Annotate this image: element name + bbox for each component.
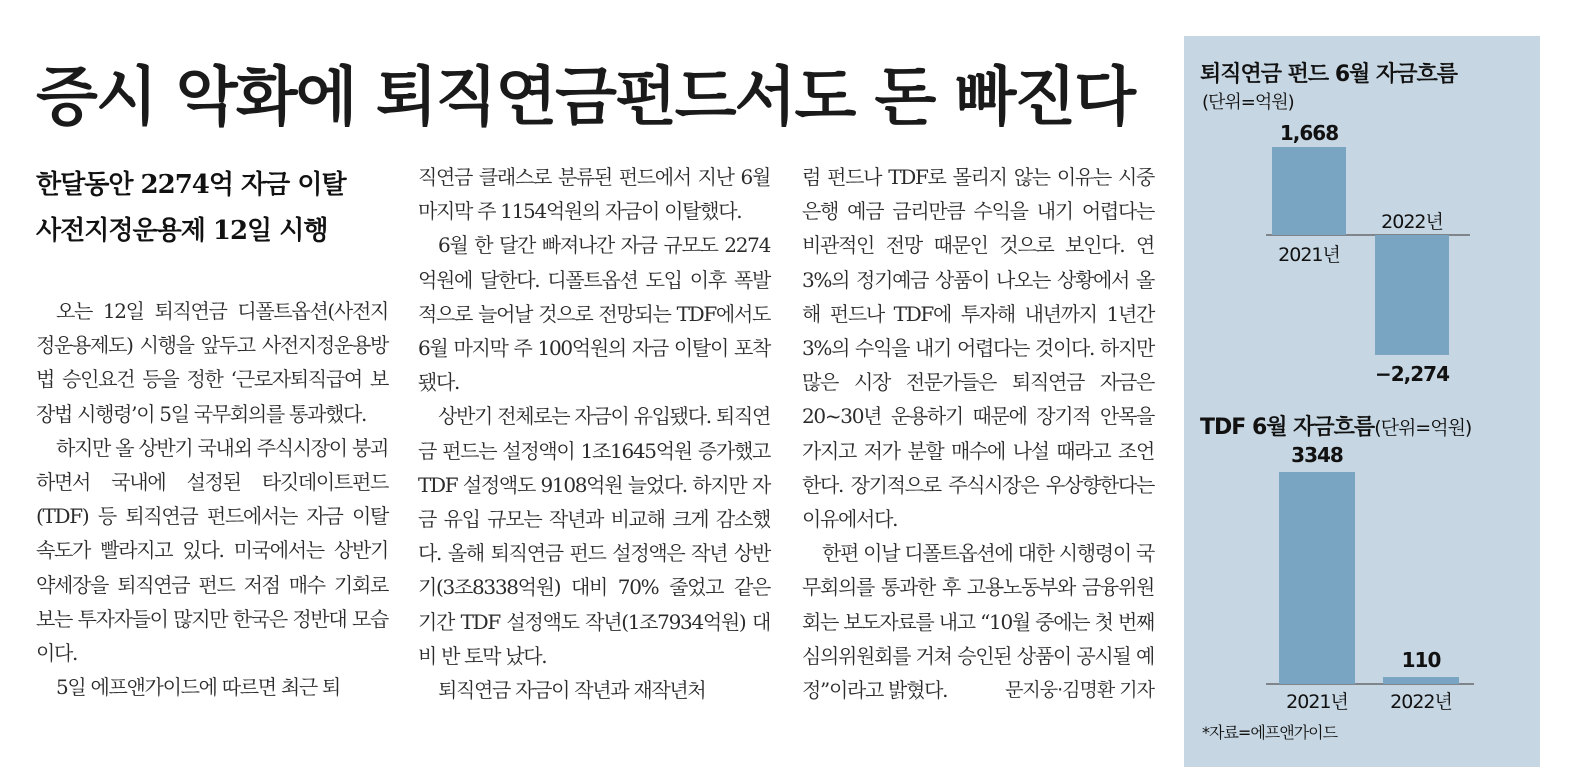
- byline: 문지웅·김명환 기자: [1005, 679, 1154, 702]
- paragraph: 직연금 클래스로 분류된 펀드에서 지난 6월 마지막 주 1154억원의 자금이 이탈했다.: [418, 165, 770, 224]
- paragraph: 오는 12일 퇴직연금 디폴트옵션(사전지정운용제도) 시행을 앞두고 사전지정운용방법 승인요건 등을 정한 ‘근로자퇴직급여 보장법 시행령’이 5일 국무회의를 통과했다.: [36, 299, 388, 426]
- paragraph: [802, 536, 1154, 707]
- x-tick-label: 2022년: [1390, 691, 1452, 713]
- article-column-2: [418, 160, 770, 707]
- chart2-unit: (단위=억원): [1374, 417, 1472, 439]
- chart-sidebar: [1184, 36, 1540, 767]
- x-tick-label: 2022년: [1381, 211, 1443, 233]
- bar: [1279, 472, 1355, 684]
- source-note: *자료=에프앤가이드: [1202, 723, 1338, 742]
- data-label: 110: [1401, 648, 1441, 673]
- chart1-unit: (단위=억원): [1202, 92, 1294, 113]
- paragraph: 퇴직연금 자금이 작년과 재작년처: [438, 678, 706, 703]
- data-label: 3348: [1291, 443, 1343, 467]
- paragraph-text: 한편 이날 디폴트옵션에 대한 시행령이 국무회의를 통과한 후 고용노동부와 금융위원회는 보도자료를 내고 “10월 중에는 첫 번째 심의위원회를 거쳐 승인된 상품이 공시될 예정”이라고 밝혔다.: [802, 541, 1154, 703]
- bar: [1383, 677, 1459, 684]
- article-column-3: [802, 160, 1154, 707]
- data-label: −2,274: [1374, 361, 1450, 386]
- chart2-title-text: TDF 6월 자금흐름: [1200, 415, 1375, 440]
- chart1-marks: [1272, 121, 1449, 386]
- x-tick-label: 2021년: [1278, 244, 1340, 266]
- article-column-1: [36, 294, 388, 704]
- data-label: 1,668: [1279, 121, 1339, 145]
- chart1-title: 퇴직연금 펀드 6월 자금흐름: [1200, 62, 1458, 87]
- bar: [1272, 147, 1346, 235]
- subheadline: 한달동안 2274억 자금 이탈: [36, 170, 346, 200]
- paragraph: 6월 한 달간 빠져나간 자금 규모도 2274억원에 달한다. 디폴트옵션 도입 이후 폭발적으로 늘어날 것으로 전망되는 TDF에서도 6월 마지막 주 100억원의 자금 이탈이 포착됐다.: [418, 233, 770, 395]
- paragraph: 5일 에프앤가이드에 따르면 최근 퇴: [56, 675, 340, 700]
- paragraph: 럼 펀드나 TDF로 몰리지 않는 이유는 시중은행 예금 금리만큼 수익을 내기 어렵다는 비관적인 전망 때문인 것으로 보인다. 연 3%의 정기예금 상품이 나오는 상황에서 올해 펀드나 TDF에 투자해 내년까지 1년간 3%의 수익을 내기 어렵다는 것이다. 하지만 많은 시장 전문가들은 퇴직연금 자금은 20~30년 운용하기 때문에 장기적 안목을 가지고 저가 분할 매수에 나설 때라고 조언한다. 장기적으로 주식시장은 우상향한다는 이유에서다.: [802, 165, 1154, 532]
- bar: [1375, 235, 1449, 355]
- paragraph: 상반기 전체로는 자금이 유입됐다. 퇴직연금 펀드는 설정액이 1조1645억원 증가했고 TDF 설정액도 9108억원 늘었다. 하지만 자금 유입 규모는 작년과 비교해 크게 감소했다. 올해 퇴직연금 펀드 설정액은 작년 상반기(3조8338억원) 대비 70% 줄었고 같은 기간 TDF 설정액도 작년(1조7934억원) 대비 반 토막 났다.: [418, 404, 770, 668]
- headline: 증시 악화에 퇴직연금펀드서도 돈 빠진다: [36, 61, 1135, 135]
- x-tick-label: 2021년: [1286, 691, 1348, 713]
- subheadline: 사전지정운용제 12일 시행: [36, 216, 328, 246]
- charts-svg: [1184, 36, 1540, 767]
- subheadline-block: [36, 162, 386, 254]
- paragraph: 하지만 올 상반기 국내외 주식시장이 붕괴하면서 국내에 설정된 타깃데이트펀드(TDF) 등 퇴직연금 펀드에서는 자금 이탈 속도가 빨라지고 있다. 미국에서는 상반기 약세장을 퇴직연금 펀드 저점 매수 기회로 보는 투자자들이 많지만 한국은 정반대 모습이다.: [36, 435, 388, 666]
- chart2-title: [1200, 414, 1471, 440]
- chart2-marks: [1279, 443, 1459, 713]
